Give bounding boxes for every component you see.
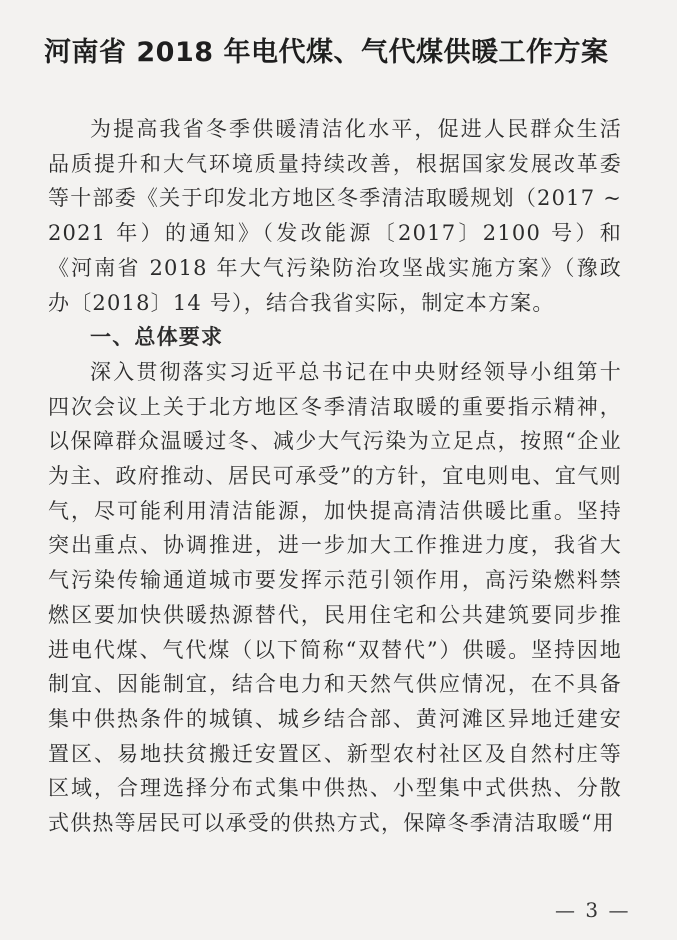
section-paragraph: 深入贯彻落实习近平总书记在中央财经领导小组第十四次会议上关于北方地区冬季清洁取暖的重要指示精神，以保障群众温暖过冬、减少大气污染为立足点，按照“企业为主、政府推动、居民可承受”的方针，宜电则电、宜气则气，尽可能利用清洁能源，加快提高清洁供暖比重。坚持突出重点、协调推进，进一步加大工作推进力度，我省大气污染传输通道城市要发挥示范引领作用，高污染燃料禁燃区要加快供暖热源替代，民用住宅和公共建筑要同步推进电代煤、气代煤（以下简称“双替代”）供暖。坚持因地制宜、因能制宜，结合电力和天然气供应情况，在不具备集中供热条件的城镇、城乡结合部、黄河滩区异地迁建安置区、易地扶贫搬迁安置区、新型农村社区及自然村庄等区域，合理选择分布式集中供热、小型集中式供热、分散式供热等居民可以承受的供热方式，保障冬季清洁取暖“用: [48, 359, 622, 836]
section-heading: 一、总体要求: [90, 325, 224, 350]
document-title: 河南省 2018 年电代煤、气代煤供暖工作方案: [44, 37, 609, 68]
page-number: — 3 —: [555, 898, 631, 922]
document-body: [48, 112, 622, 841]
intro-paragraph: 为提高我省冬季供暖清洁化水平，促进人民群众生活品质提升和大气环境质量持续改善，根据国家发展改革委等十部委《关于印发北方地区冬季清洁取暖规划（2017 ~ 2021 年）的通知》（发改能源〔2017〕2100 号）和《河南省 2018 年大气污染防治攻坚战实施方案》（豫政办〔2018〕14 号），结合我省实际，制定本方案。: [48, 117, 622, 315]
